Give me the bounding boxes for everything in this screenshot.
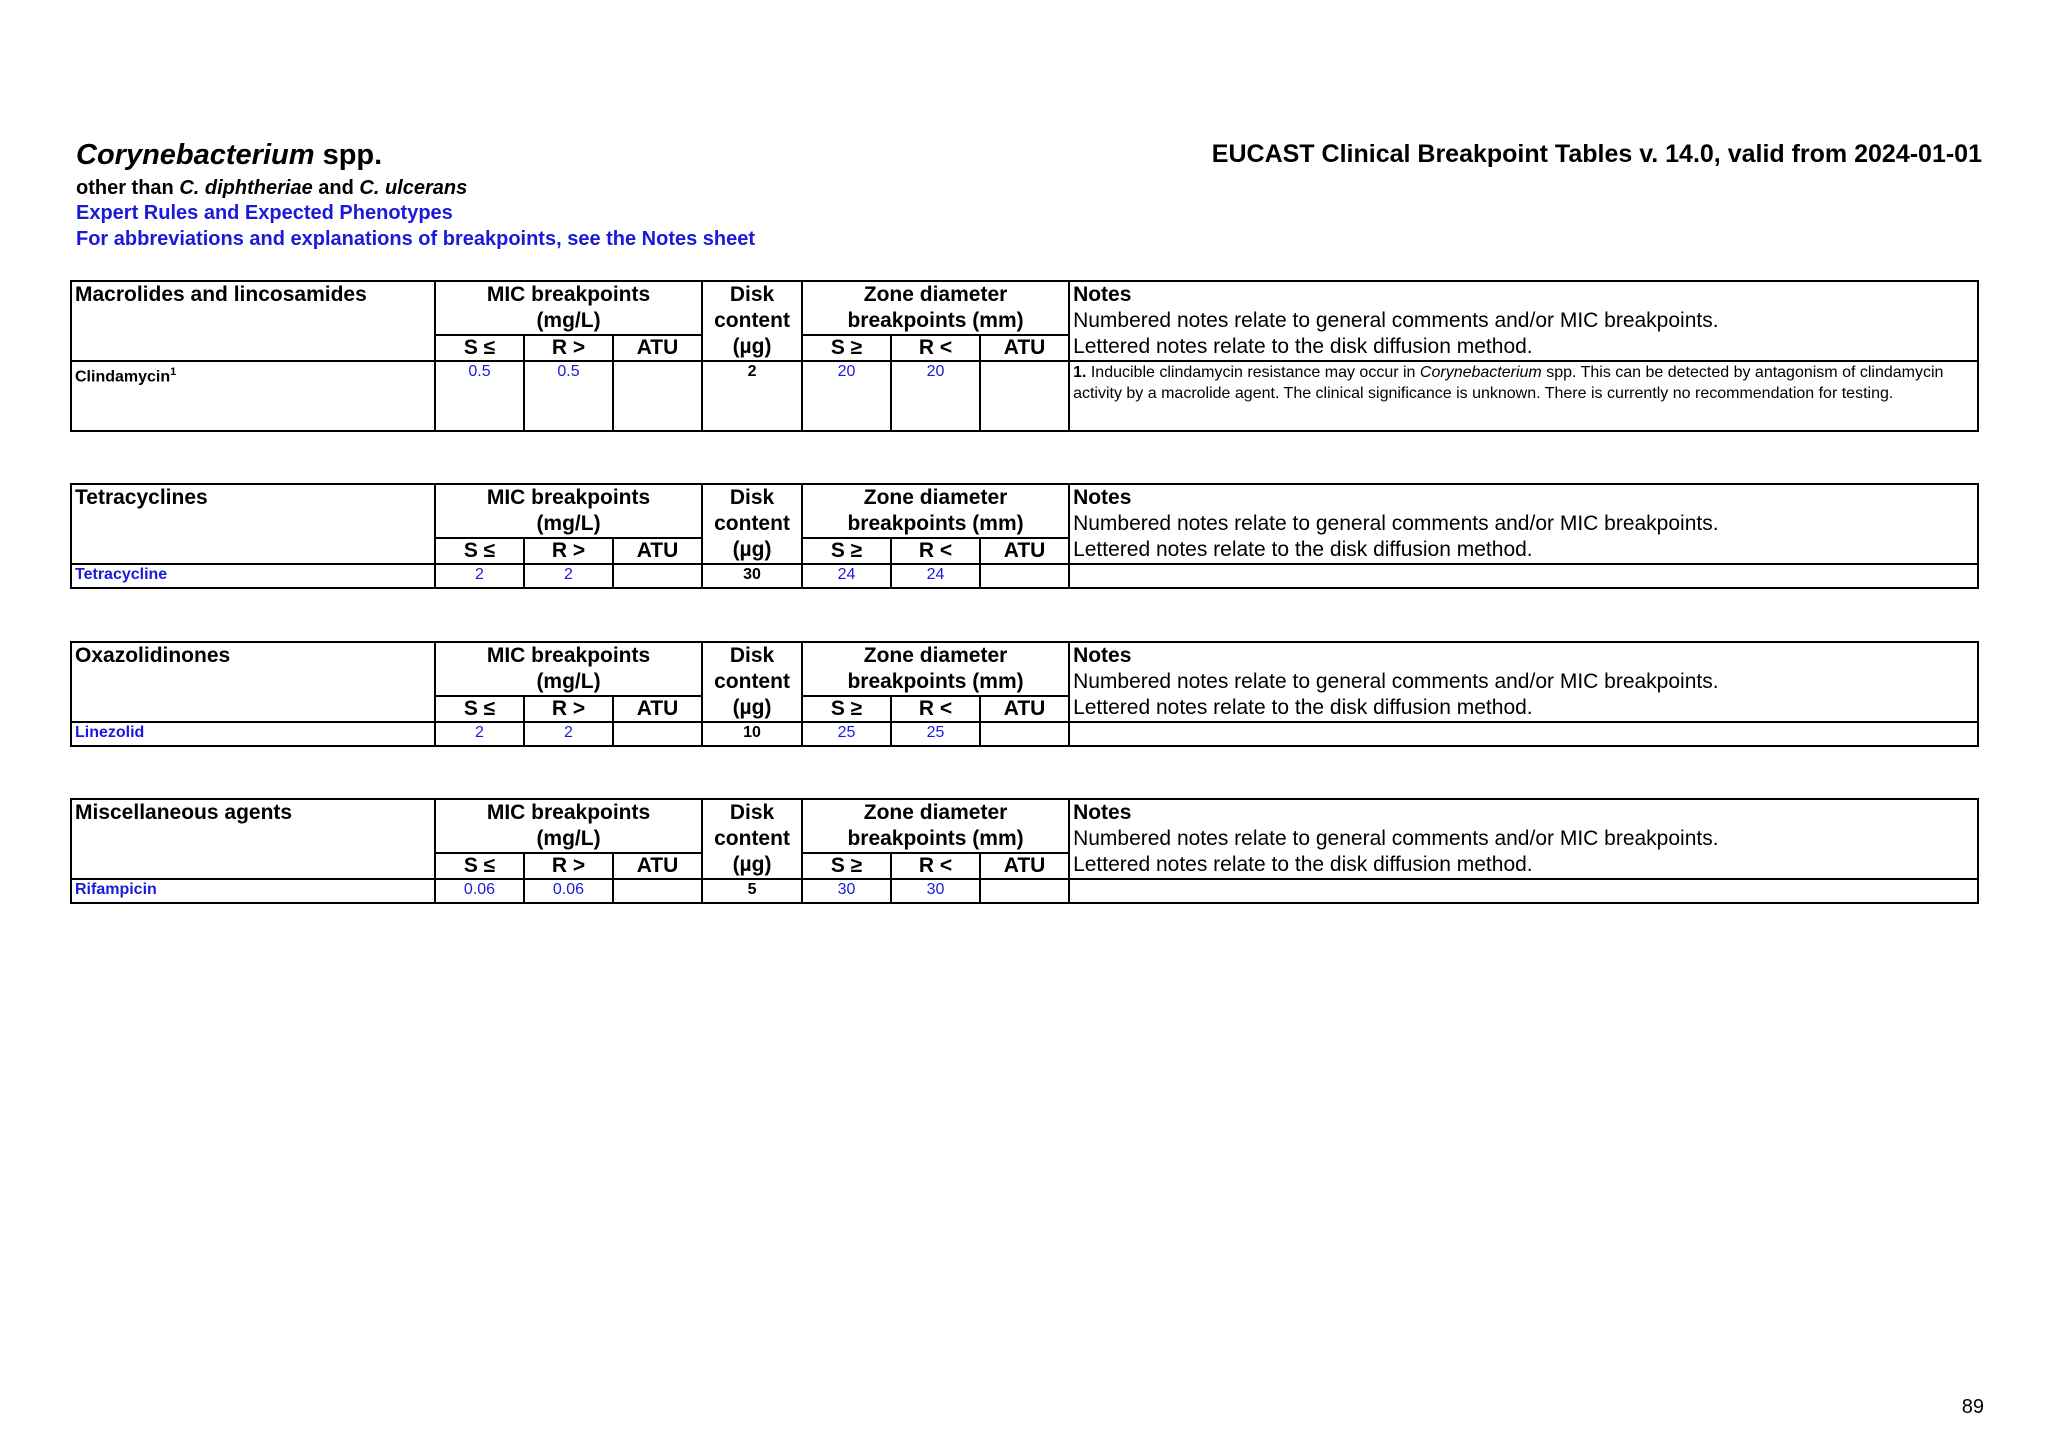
disk-content-value: 10 bbox=[702, 722, 802, 746]
zone-header-line2: breakpoints (mm) bbox=[847, 309, 1024, 332]
notes-line2: Lettered notes relate to the disk diffusion method. bbox=[1073, 538, 1533, 561]
col-zone-atu: ATU bbox=[980, 696, 1069, 722]
zone-atu-value bbox=[980, 879, 1069, 903]
breakpoint-table-tetracyclines bbox=[70, 483, 1979, 589]
zone-header-line2: breakpoints (mm) bbox=[847, 827, 1024, 850]
zone-header-line2: breakpoints (mm) bbox=[847, 670, 1024, 693]
expert-rules-link[interactable]: Expert Rules and Expected Phenotypes bbox=[76, 202, 453, 224]
table-row bbox=[71, 879, 1978, 903]
mic-header bbox=[435, 281, 702, 335]
notes-header bbox=[1069, 642, 1978, 722]
title-genus: Corynebacterium bbox=[76, 139, 315, 171]
mic-r-value: 0.5 bbox=[524, 361, 613, 431]
disk-header-line2: content bbox=[714, 309, 790, 332]
page-subtitle bbox=[76, 176, 755, 200]
notes-line2: Lettered notes relate to the disk diffusion method. bbox=[1073, 335, 1533, 358]
col-mic-atu: ATU bbox=[613, 696, 702, 722]
col-zone-s: S ≥ bbox=[802, 696, 891, 722]
col-mic-s: S ≤ bbox=[435, 696, 524, 722]
mic-r-value: 0.06 bbox=[524, 879, 613, 903]
table-row bbox=[71, 722, 1978, 746]
notes-line2: Lettered notes relate to the disk diffusion method. bbox=[1073, 853, 1533, 876]
row-note bbox=[1069, 564, 1978, 588]
col-mic-s: S ≤ bbox=[435, 538, 524, 564]
group-title: Miscellaneous agents bbox=[71, 799, 435, 879]
title-suffix: spp. bbox=[322, 139, 383, 171]
mic-s-value: 0.06 bbox=[435, 879, 524, 903]
col-mic-r: R > bbox=[524, 853, 613, 879]
agent-name bbox=[71, 361, 435, 431]
subtitle-species-1: C. diphtheriae bbox=[179, 177, 313, 199]
page-number: 89 bbox=[1961, 1396, 1984, 1418]
zone-header bbox=[802, 799, 1069, 853]
mic-header-line2: (mg/L) bbox=[536, 670, 601, 693]
notes-title: Notes bbox=[1073, 801, 1132, 824]
zone-header-line2: breakpoints (mm) bbox=[847, 512, 1024, 535]
mic-s-value: 0.5 bbox=[435, 361, 524, 431]
col-zone-atu: ATU bbox=[980, 335, 1069, 361]
disk-header-line3: (µg) bbox=[732, 538, 772, 561]
zone-s-value: 30 bbox=[802, 879, 891, 903]
table-row bbox=[71, 361, 1978, 431]
version-label: EUCAST Clinical Breakpoint Tables v. 14.0, valid from 2024-01-01 bbox=[1211, 140, 1982, 168]
breakpoint-table-oxazolidinones bbox=[70, 641, 1979, 747]
zone-header bbox=[802, 642, 1069, 696]
col-zone-s: S ≥ bbox=[802, 335, 891, 361]
disk-header-line3: (µg) bbox=[732, 853, 772, 876]
mic-atu-value bbox=[613, 564, 702, 588]
notes-header bbox=[1069, 281, 1978, 361]
agent-name[interactable]: Linezolid bbox=[71, 722, 435, 746]
table-row bbox=[71, 564, 1978, 588]
agent-name[interactable]: Rifampicin bbox=[71, 879, 435, 903]
mic-header-line1: MIC breakpoints bbox=[486, 644, 651, 667]
mic-header-line1: MIC breakpoints bbox=[486, 486, 651, 509]
mic-header-line1: MIC breakpoints bbox=[486, 283, 651, 306]
group-title: Tetracyclines bbox=[71, 484, 435, 564]
notes-sheet-link[interactable]: For abbreviations and explanations of breakpoints, see the Notes sheet bbox=[76, 228, 756, 250]
zone-s-value: 20 bbox=[802, 361, 891, 431]
note-genus: Corynebacterium bbox=[1419, 364, 1542, 381]
zone-header-line1: Zone diameter bbox=[863, 644, 1008, 667]
notes-title: Notes bbox=[1073, 644, 1132, 667]
notes-title: Notes bbox=[1073, 283, 1132, 306]
mic-header-line2: (mg/L) bbox=[536, 827, 601, 850]
col-mic-r: R > bbox=[524, 335, 613, 361]
disk-content-value: 2 bbox=[702, 361, 802, 431]
zone-atu-value bbox=[980, 722, 1069, 746]
mic-header-line2: (mg/L) bbox=[536, 512, 601, 535]
col-mic-atu: ATU bbox=[613, 538, 702, 564]
notes-line1: Numbered notes relate to general comments and/or MIC breakpoints. bbox=[1073, 309, 1719, 332]
notes-header bbox=[1069, 799, 1978, 879]
disk-header-line2: content bbox=[714, 512, 790, 535]
note-text-post: spp. This can be detected by antagonism of clindamycin activity by a macrolide agent. The clinical significance is unknown. There is currently no recommendation for testing. bbox=[1073, 364, 1944, 402]
zone-s-value: 24 bbox=[802, 564, 891, 588]
disk-content-value: 30 bbox=[702, 564, 802, 588]
zone-header-line1: Zone diameter bbox=[863, 486, 1008, 509]
mic-header bbox=[435, 484, 702, 538]
mic-header-line1: MIC breakpoints bbox=[486, 801, 651, 824]
zone-header-line1: Zone diameter bbox=[863, 283, 1008, 306]
subtitle-and: and bbox=[318, 177, 354, 199]
disk-header bbox=[702, 484, 802, 564]
notes-header bbox=[1069, 484, 1978, 564]
subtitle-species-2: C. ulcerans bbox=[359, 177, 468, 199]
zone-r-value: 30 bbox=[891, 879, 980, 903]
col-mic-atu: ATU bbox=[613, 335, 702, 361]
note-number: 1. bbox=[1073, 364, 1087, 381]
mic-atu-value bbox=[613, 722, 702, 746]
zone-s-value: 25 bbox=[802, 722, 891, 746]
disk-header-line1: Disk bbox=[729, 486, 775, 509]
page-header bbox=[76, 138, 755, 252]
disk-header-line1: Disk bbox=[729, 283, 775, 306]
row-note bbox=[1069, 879, 1978, 903]
agent-label: Clindamycin bbox=[75, 368, 171, 386]
col-zone-atu: ATU bbox=[980, 853, 1069, 879]
mic-r-value: 2 bbox=[524, 722, 613, 746]
zone-r-value: 20 bbox=[891, 361, 980, 431]
mic-header-line2: (mg/L) bbox=[536, 309, 601, 332]
col-zone-s: S ≥ bbox=[802, 538, 891, 564]
group-title: Macrolides and lincosamides bbox=[71, 281, 435, 361]
zone-header-line1: Zone diameter bbox=[863, 801, 1008, 824]
row-note bbox=[1069, 722, 1978, 746]
mic-atu-value bbox=[613, 879, 702, 903]
mic-r-value: 2 bbox=[524, 564, 613, 588]
disk-header-line3: (µg) bbox=[732, 335, 772, 358]
col-mic-r: R > bbox=[524, 538, 613, 564]
notes-line1: Numbered notes relate to general comments and/or MIC breakpoints. bbox=[1073, 512, 1719, 535]
col-zone-s: S ≥ bbox=[802, 853, 891, 879]
disk-header-line2: content bbox=[714, 670, 790, 693]
breakpoint-table-macrolides bbox=[70, 280, 1979, 432]
col-mic-s: S ≤ bbox=[435, 335, 524, 361]
breakpoint-table-miscellaneous bbox=[70, 798, 1979, 904]
zone-atu-value bbox=[980, 564, 1069, 588]
row-note bbox=[1069, 361, 1978, 431]
page-title bbox=[76, 138, 755, 172]
subtitle-pre: other than bbox=[76, 177, 174, 199]
notes-line1: Numbered notes relate to general comments and/or MIC breakpoints. bbox=[1073, 827, 1719, 850]
zone-r-value: 24 bbox=[891, 564, 980, 588]
zone-header bbox=[802, 484, 1069, 538]
agent-name[interactable]: Tetracycline bbox=[71, 564, 435, 588]
mic-header bbox=[435, 799, 702, 853]
disk-content-value: 5 bbox=[702, 879, 802, 903]
col-zone-r: R < bbox=[891, 335, 980, 361]
disk-header bbox=[702, 281, 802, 361]
disk-header-line1: Disk bbox=[729, 644, 775, 667]
zone-atu-value bbox=[980, 361, 1069, 431]
zone-header bbox=[802, 281, 1069, 335]
disk-header-line3: (µg) bbox=[732, 696, 772, 719]
col-mic-r: R > bbox=[524, 696, 613, 722]
col-zone-r: R < bbox=[891, 696, 980, 722]
mic-header bbox=[435, 642, 702, 696]
mic-atu-value bbox=[613, 361, 702, 431]
col-zone-atu: ATU bbox=[980, 538, 1069, 564]
mic-s-value: 2 bbox=[435, 564, 524, 588]
group-title: Oxazolidinones bbox=[71, 642, 435, 722]
zone-r-value: 25 bbox=[891, 722, 980, 746]
notes-line1: Numbered notes relate to general comments and/or MIC breakpoints. bbox=[1073, 670, 1719, 693]
note-text-pre: Inducible clindamycin resistance may occur in bbox=[1090, 364, 1416, 381]
disk-header bbox=[702, 642, 802, 722]
col-mic-atu: ATU bbox=[613, 853, 702, 879]
notes-line2: Lettered notes relate to the disk diffusion method. bbox=[1073, 696, 1533, 719]
col-zone-r: R < bbox=[891, 538, 980, 564]
disk-header-line1: Disk bbox=[729, 801, 775, 824]
disk-header bbox=[702, 799, 802, 879]
notes-title: Notes bbox=[1073, 486, 1132, 509]
mic-s-value: 2 bbox=[435, 722, 524, 746]
disk-header-line2: content bbox=[714, 827, 790, 850]
col-zone-r: R < bbox=[891, 853, 980, 879]
agent-note-ref: 1 bbox=[170, 366, 177, 378]
col-mic-s: S ≤ bbox=[435, 853, 524, 879]
